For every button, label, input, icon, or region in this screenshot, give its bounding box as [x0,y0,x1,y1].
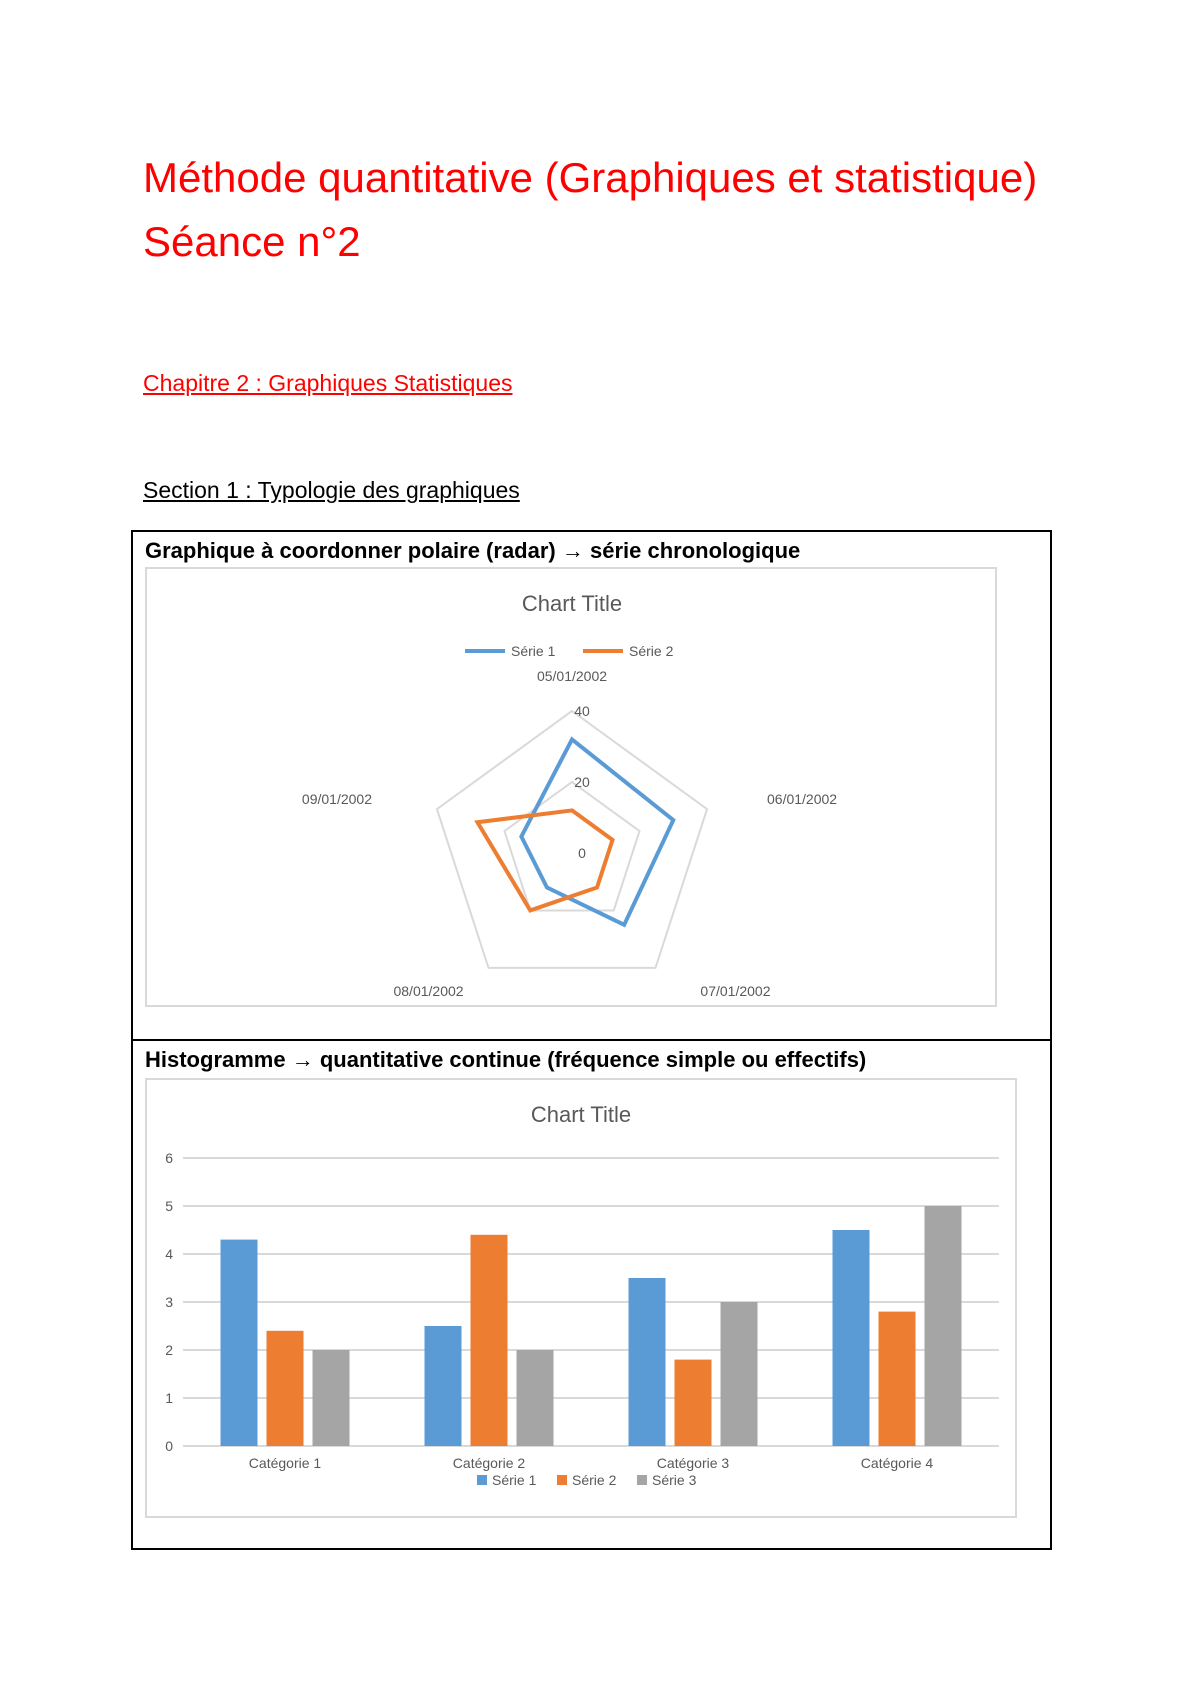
bar-chart [147,1080,1015,1516]
bar [879,1312,916,1446]
radar-category-label: 06/01/2002 [767,791,838,808]
legend-label: Série 3 [652,1472,697,1488]
x-tick-label: Catégorie 3 [656,1455,730,1471]
radar-chart [147,569,995,1005]
y-tick-label: 3 [165,1294,173,1310]
table-row-divider [133,1039,1050,1041]
arrow-icon: → [561,538,584,563]
radar-cell-heading [145,538,800,564]
bar [721,1302,758,1446]
chart-title: Chart Title [530,1102,632,1127]
y-tick-label: 5 [165,1198,173,1214]
bar [267,1331,304,1446]
bar [425,1326,462,1446]
legend-swatch [637,1475,647,1485]
bar [629,1278,666,1446]
legend-swatch [557,1475,567,1485]
y-tick-label: 6 [165,1150,173,1166]
arrow-icon: → [291,1047,314,1072]
radar-category-label: 07/01/2002 [700,982,771,999]
legend-swatch [477,1475,487,1485]
histogram-heading-type: quantitative continue (fréquence simple ou effectifs) [319,1047,867,1072]
histogram-cell-heading [145,1047,866,1073]
chart-title: Chart Title [521,591,623,616]
document-title: Méthode quantitative (Graphiques et statistique) Séance n°2 [143,154,1038,265]
legend-label: Série 2 [572,1472,617,1488]
radar-category-label: 09/01/2002 [301,791,372,808]
bar [925,1206,962,1446]
bar [675,1360,712,1446]
x-tick-label: Catégorie 2 [452,1455,526,1471]
chapter-heading: Chapitre 2 : Graphiques Statistiques [143,370,513,396]
bar [221,1240,258,1446]
y-tick-label: 4 [165,1246,173,1262]
section-heading: Section 1 : Typologie des graphiques [143,477,520,503]
x-tick-label: Catégorie 1 [248,1455,322,1471]
radar-heading-text: Graphique à coordonner polaire (radar) [145,538,556,563]
radar-chart-frame[interactable] [145,567,997,1007]
radar-tick-label: 40 [574,703,590,719]
y-tick-label: 0 [165,1438,173,1454]
bar [833,1230,870,1446]
legend-label: Série 1 [511,643,556,659]
radar-tick-label: 0 [578,845,586,861]
bar [471,1235,508,1446]
radar-category-label: 08/01/2002 [393,982,464,999]
legend-label: Série 1 [492,1472,537,1488]
chart-table [131,530,1052,1550]
x-tick-label: Catégorie 4 [860,1455,934,1471]
y-tick-label: 1 [165,1390,173,1406]
radar-series-line [477,810,612,910]
y-tick-label: 2 [165,1342,173,1358]
bar-chart-frame[interactable] [145,1078,1017,1518]
radar-tick-label: 20 [574,774,590,790]
bar [517,1350,554,1446]
radar-grid-ring [437,711,707,968]
legend-label: Série 2 [629,643,674,659]
radar-category-label: 05/01/2002 [536,668,608,684]
histogram-heading-text: Histogramme [145,1047,286,1072]
bar [313,1350,350,1446]
radar-heading-type: série chronologique [590,538,801,563]
